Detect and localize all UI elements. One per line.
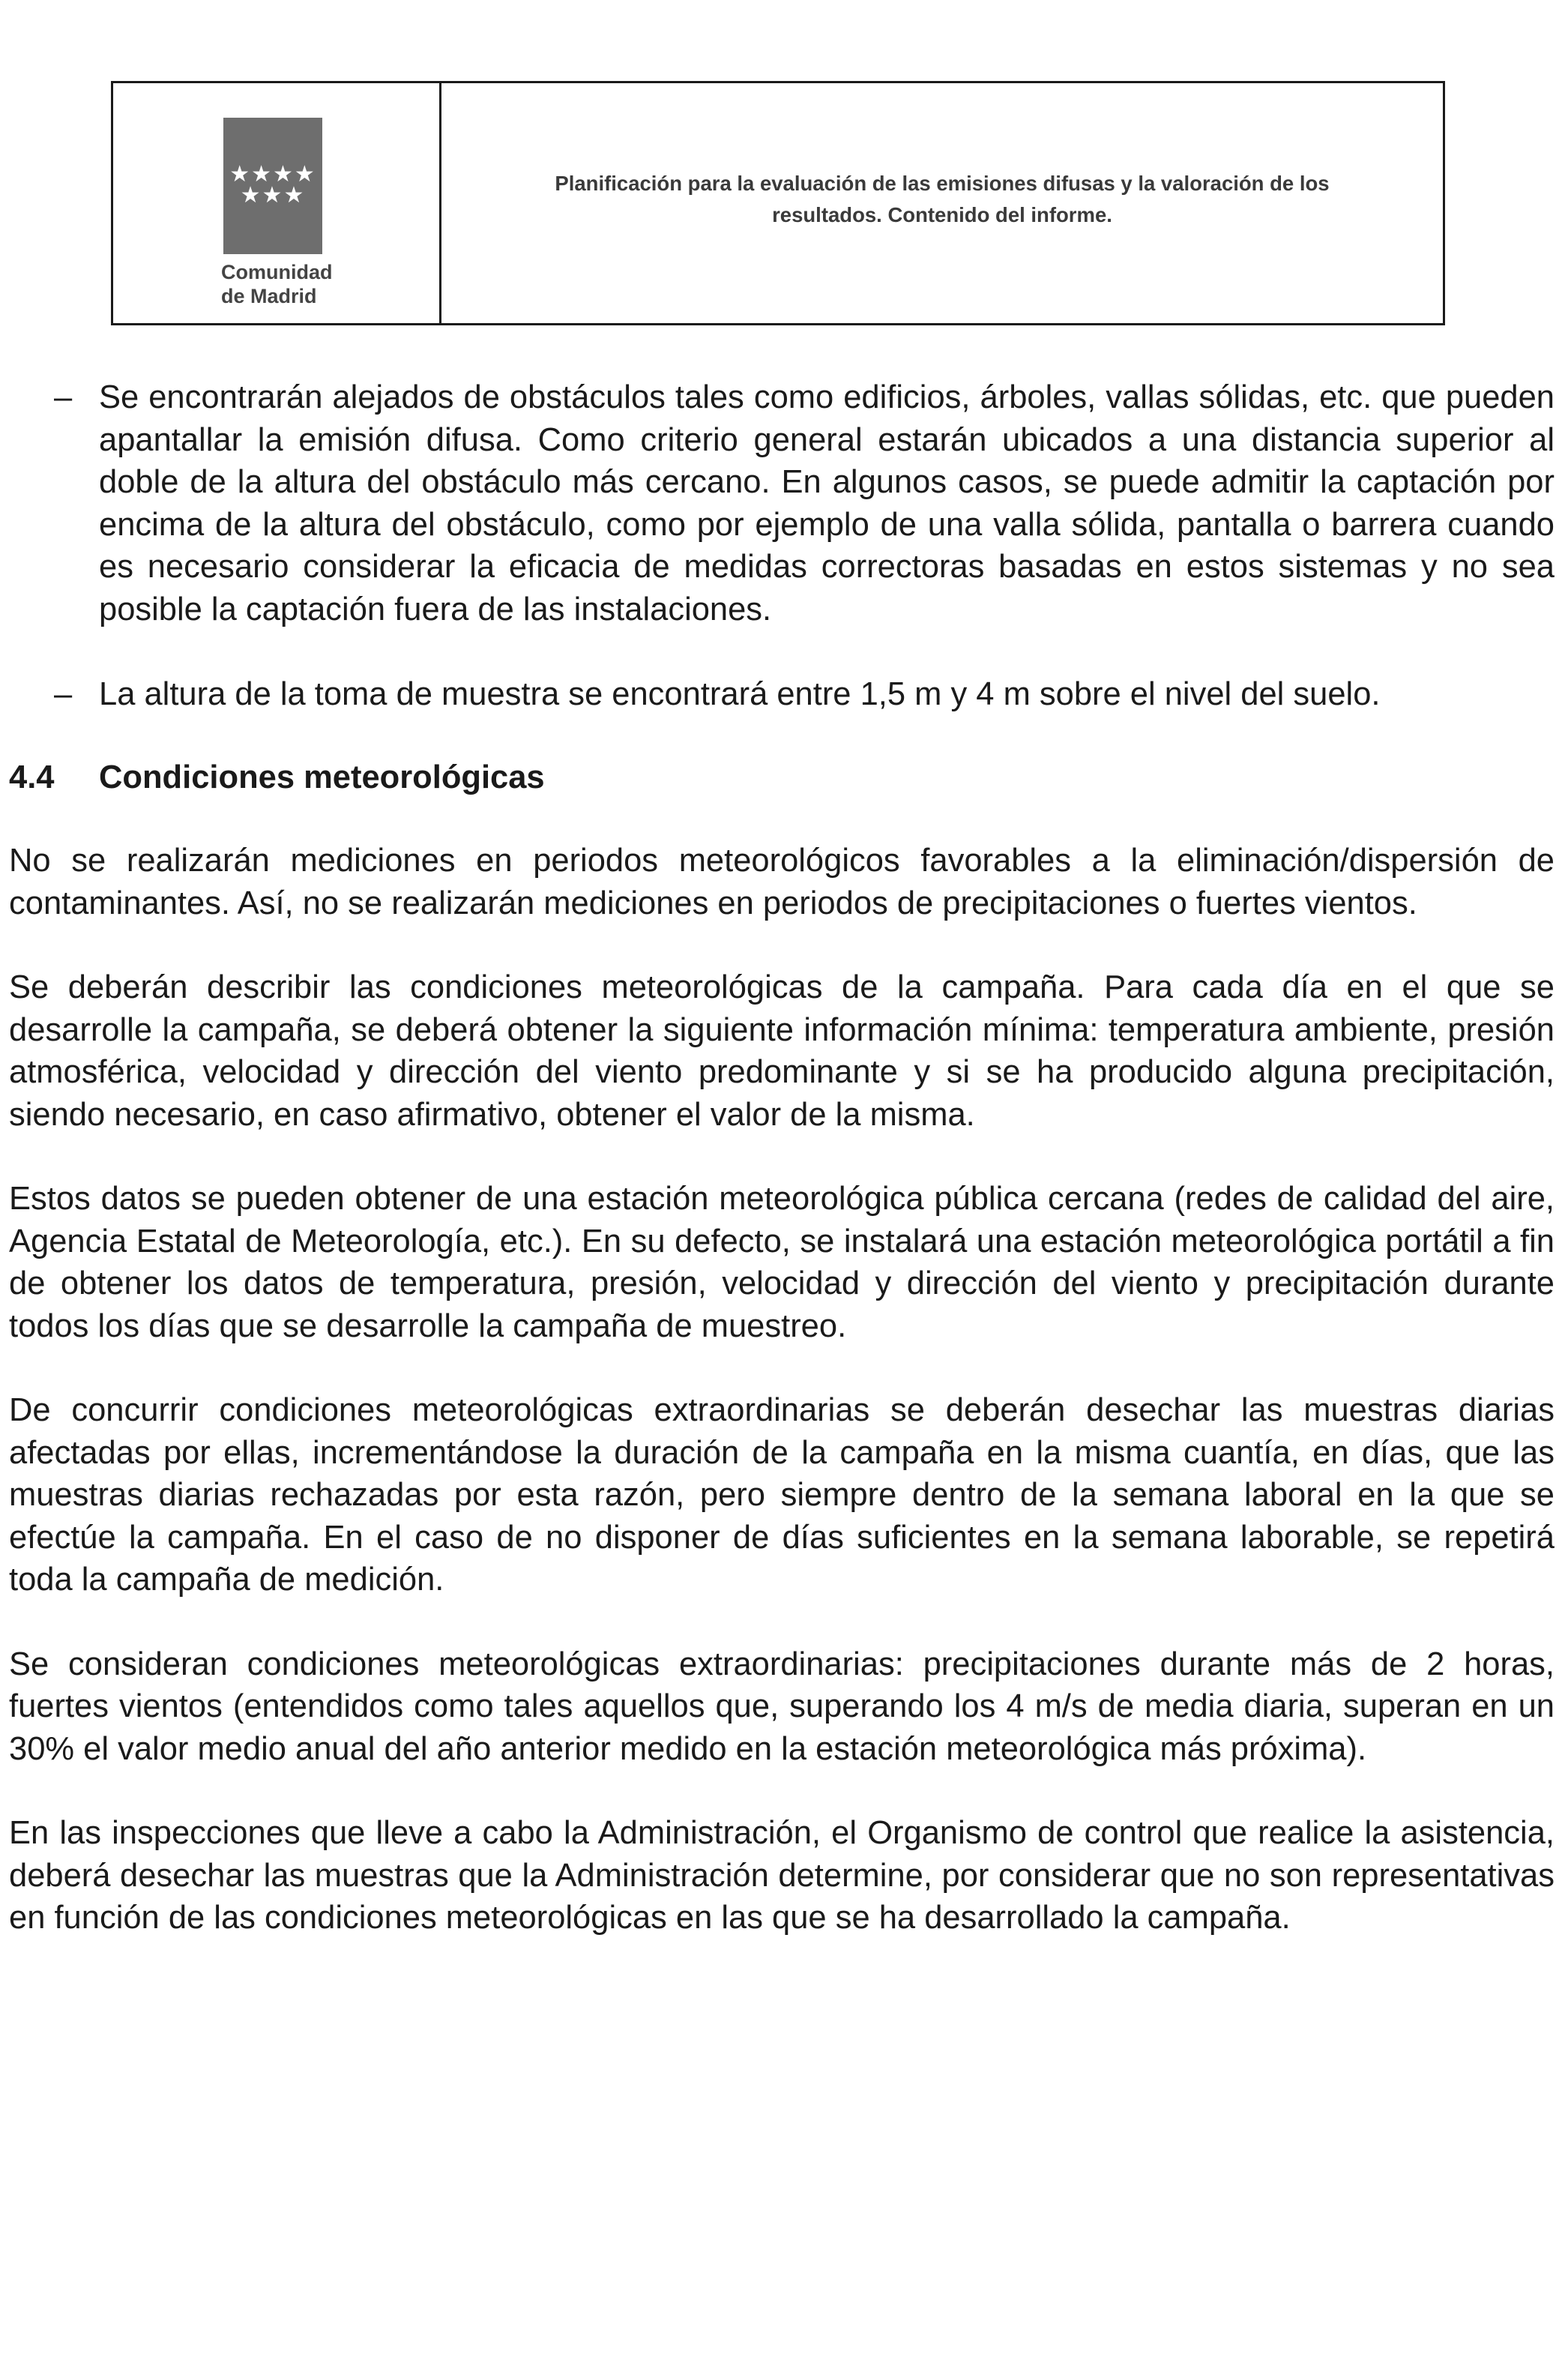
bullet-text: Se encontrarán alejados de obstáculos tales como edificios, árboles, vallas sólidas, etc. que pueden apantallar la emisión difusa. Como criterio general estarán ubicados a una distancia superior al doble de la altura del obstáculo más cercano. En algunos casos, se puede admitir la captación por encima de la altura del obstáculo, como por ejemplo de una valla sólida, pantalla o barrera cuando es necesario considerar la eficacia de medidas correctoras basadas en estos sistemas y no sea posible la captación fuera de las instalaciones.	[99, 379, 1555, 627]
bullet-item	[9, 673, 1555, 716]
logo-stars-bottom: ★★★	[240, 182, 306, 208]
logo-stars-top: ★★★★	[229, 161, 316, 187]
document-body	[9, 376, 1555, 1981]
paragraph: Se consideran condiciones meteorológicas extraordinarias: precipitaciones durante más de 2 horas, fuertes vientos (entendidos como tales aquellos que, superando los 4 m/s de media diaria, superan en un 30% el valor medio anual del año anterior medido en la estación meteorológica más próxima).	[9, 1646, 1555, 1767]
header-title-line1: Planificación para la evaluación de las emisiones difusas y la valoración de los	[555, 172, 1330, 195]
logo-caption	[221, 260, 333, 308]
paragraph: Se deberán describir las condiciones meteorológicas de la campaña. Para cada día en el que se desarrolle la campaña, se deberá obtener la siguiente información mínima: temperatura ambiente, presión atmosférica, velocidad y dirección del viento predominante y si se ha producido alguna precipitación, siendo necesario, en caso afirmativo, obtener el valor de la misma.	[9, 969, 1555, 1133]
paragraph: En las inspecciones que lleve a cabo la Administración, el Organismo de control que realice la asistencia, deberá desechar las muestras que la Administración determine, por considerar que no son representativas en función de las condiciones meteorológicas en las que se ha desarrollado la campaña.	[9, 1815, 1555, 1936]
bullet-dash: –	[54, 676, 73, 712]
paragraph: Estos datos se pueden obtener de una estación meteorológica pública cercana (redes de calidad del aire, Agencia Estatal de Meteorología, etc.). En su defecto, se instalará una estación meteorológica portátil a fin de obtener los datos de temperatura, presión, velocidad y dirección del viento y precipitación durante todos los días que se desarrolle la campaña de muestreo.	[9, 1181, 1555, 1344]
paragraph: No se realizarán mediciones en periodos meteorológicos favorables a la eliminación/dispersión de contaminantes. Así, no se realizarán mediciones en periodos de precipitaciones o fuertes vientos.	[9, 843, 1555, 921]
bullet-dash: –	[54, 379, 73, 415]
paragraph: De concurrir condiciones meteorológicas extraordinarias se deberán desechar las muestras diarias afectadas por ellas, incrementándose la duración de la campaña en la misma cuantía, en días, que las muestras diarias rechazadas por esta razón, pero siempre dentro de la semana laboral en la que se efectúe la campaña. En el caso de no disponer de días suficientes en la semana laborable, se repetirá toda la campaña de medición.	[9, 1392, 1555, 1598]
header-title	[555, 168, 1329, 231]
header-logo-cell	[113, 83, 441, 323]
header-title-cell	[441, 83, 1443, 323]
logo-caption-line2: de Madrid	[221, 285, 317, 307]
section-heading	[9, 756, 1555, 799]
bullet-text: La altura de la toma de muestra se encontrará entre 1,5 m y 4 m sobre el nivel del suelo.	[99, 676, 1381, 712]
section-number: 4.4	[9, 759, 55, 795]
comunidad-madrid-logo-icon	[223, 118, 322, 254]
logo-caption-line1: Comunidad	[221, 261, 333, 283]
bullet-item	[9, 376, 1555, 630]
header-title-line2: resultados. Contenido del informe.	[772, 203, 1112, 226]
page-header	[111, 81, 1445, 325]
section-title: Condiciones meteorológicas	[99, 759, 545, 795]
